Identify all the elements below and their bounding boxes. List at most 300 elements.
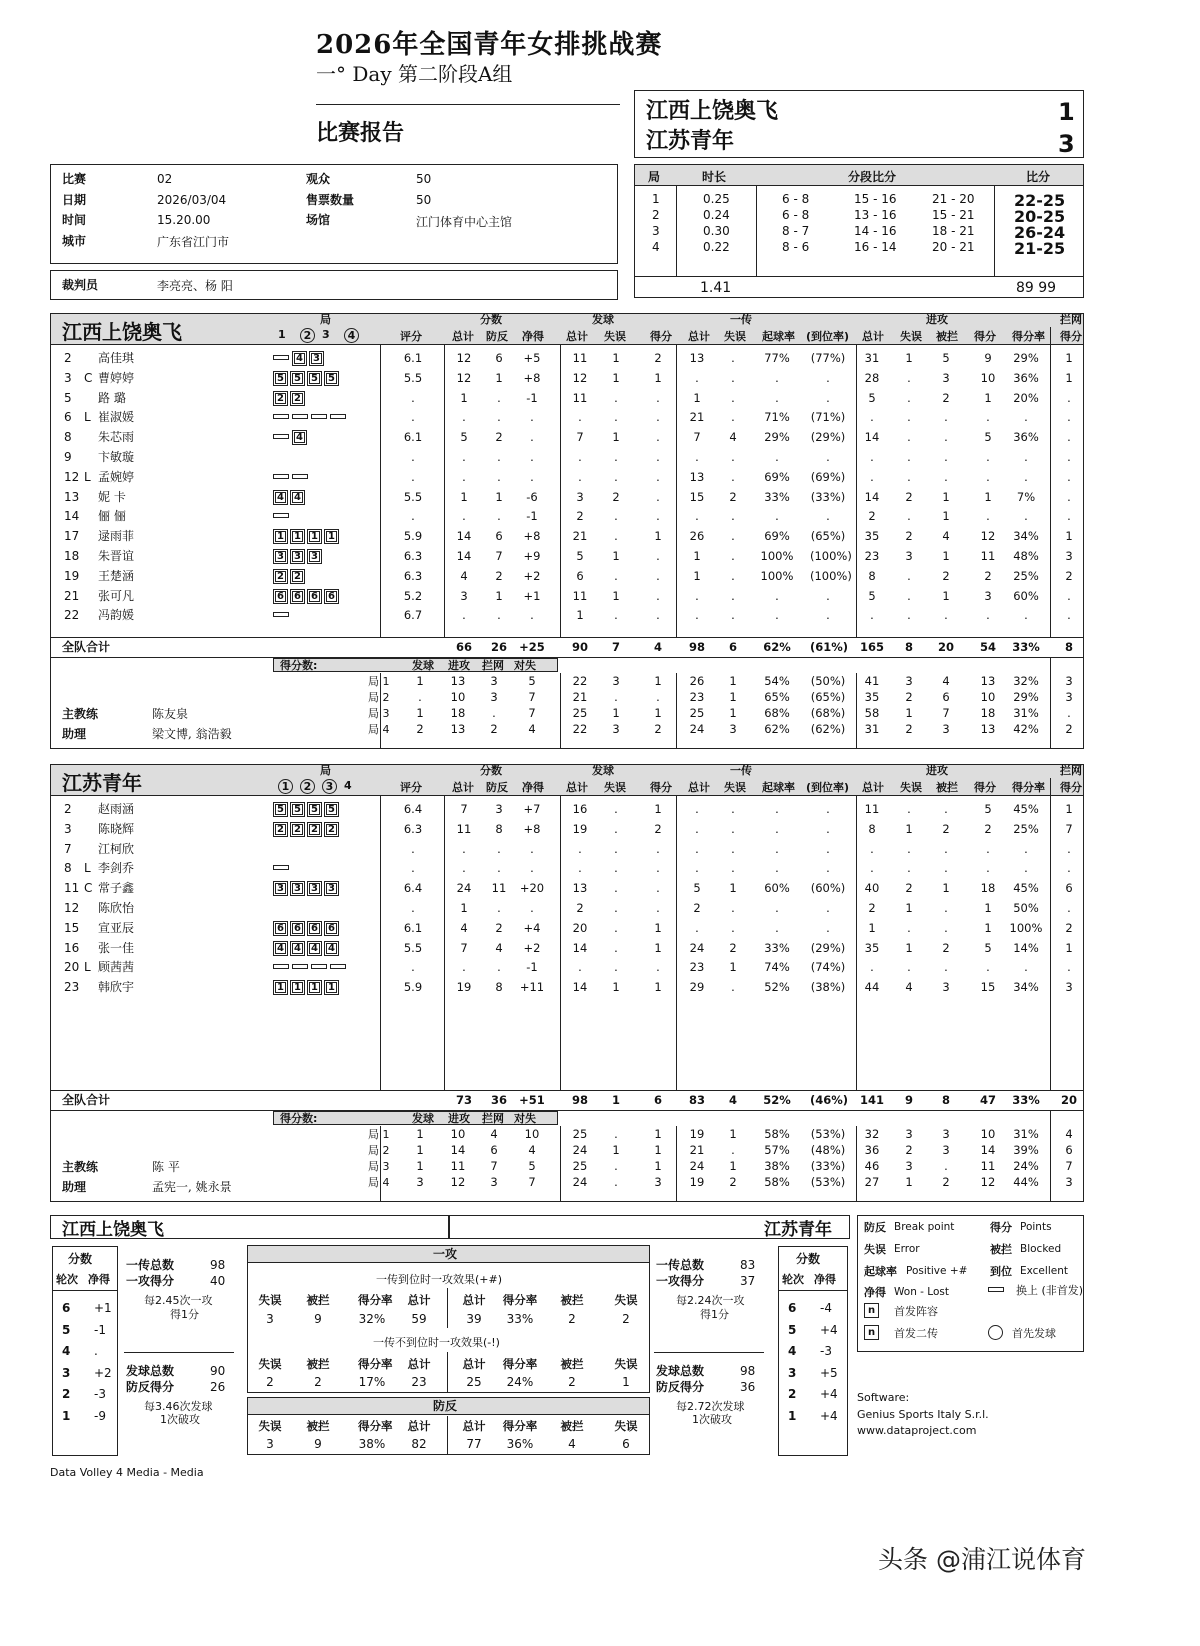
player-sets (273, 489, 307, 505)
player-stat: (74%) (810, 960, 846, 975)
start-position: 5 (324, 802, 339, 817)
player-name: 宣亚辰 (98, 920, 135, 935)
set-row-points: 2 (416, 722, 424, 736)
player-stat: 1 (654, 529, 662, 544)
player-stat: . (731, 351, 735, 365)
player-stat: 5 (942, 351, 950, 365)
player-stat: 2 (942, 821, 950, 836)
header-rec-col: 起球率 (762, 781, 795, 794)
start-position: 4 (324, 941, 339, 956)
header-block-group: 拦网 (1060, 313, 1082, 326)
player-stat: 5 (984, 802, 992, 816)
sub-marker (273, 414, 289, 419)
total-stat: (61%) (810, 640, 849, 654)
player-role: L (84, 861, 91, 876)
start-position: 2 (307, 822, 322, 837)
set-row-stat: 3 (942, 722, 950, 736)
attack-positive-value-right: 2 (622, 1312, 630, 1326)
attack-positive-value-left: 59 (411, 1312, 427, 1326)
set-row-stat: 38% (764, 1159, 790, 1173)
set-partial-2: 15 - 16 (854, 192, 897, 206)
set-row-stat: 32 (864, 1127, 880, 1141)
rotation-number: 5 (62, 1322, 71, 1337)
attack-negative-value-right: 1 (622, 1375, 630, 1389)
player-stat: 34% (1013, 529, 1039, 544)
player-stat: . (497, 861, 501, 876)
player-stat: . (614, 920, 618, 935)
player-stat: . (462, 469, 466, 484)
player-stat: . (870, 608, 874, 623)
player-stat: . (907, 469, 911, 484)
attack-positive-head-right: 失误 (614, 1293, 638, 1307)
sets-header-score: 比分 (1026, 170, 1051, 184)
header-points-col: 防反 (486, 330, 508, 343)
start-position: 5 (307, 802, 322, 817)
set-number: 2 (652, 208, 660, 222)
player-stat: . (944, 430, 948, 445)
player-stat: . (462, 960, 466, 975)
set-partial-1: 6 - 8 (782, 208, 810, 222)
player-stat: 16 (572, 802, 588, 816)
player-stat: . (944, 469, 948, 484)
player-stat: 3 (1065, 980, 1073, 995)
bottom-away-name: 江苏青年 (764, 1220, 832, 1240)
legend-en: Points (1020, 1221, 1052, 1233)
player-name: 王楚涵 (98, 568, 135, 583)
player-stat: 71% (764, 410, 790, 425)
attack-negative-head-left: 失误 (258, 1357, 282, 1371)
defense-value-right: 77 (466, 1437, 482, 1451)
value-referees: 李亮亮、杨 阳 (157, 279, 233, 293)
player-stat: . (497, 841, 501, 856)
sub-marker (273, 513, 289, 518)
total-stat: 26 (490, 640, 507, 654)
player-stat: 2 (576, 901, 584, 915)
start-position: 6 (307, 921, 322, 936)
player-stat: 1 (654, 940, 662, 955)
player-stat: 6 (495, 529, 503, 544)
start-position: 4 (292, 351, 307, 366)
player-stat: 36% (1013, 370, 1039, 385)
set-duration: 0.24 (703, 208, 730, 222)
start-position: 1 (273, 529, 288, 544)
player-stat: . (614, 802, 618, 816)
away-srv-value2: 36 (740, 1380, 756, 1394)
away-rec-note2: 得1分 (700, 1308, 729, 1321)
player-stat: . (656, 430, 660, 445)
start-position: 4 (273, 490, 288, 505)
player-stat: . (1067, 509, 1071, 524)
player-stat: 2 (984, 821, 992, 836)
total-stat: 6 (653, 1093, 662, 1107)
set-row-stat: 2 (905, 690, 913, 704)
away-srv-label2: 防反得分 (656, 1380, 705, 1394)
player-stat: . (731, 549, 735, 563)
player-stat: 100% (1009, 920, 1043, 935)
player-stat: 14 (864, 489, 880, 504)
set-row-points: 4 (490, 1127, 498, 1141)
legend-first-serve: 首先发球 (1012, 1327, 1056, 1340)
second-setter-icon: n (864, 1325, 879, 1340)
set-row-stat: 1 (612, 706, 620, 720)
header-attack-col: 得分 (974, 330, 996, 343)
player-sets (273, 548, 324, 564)
set-points-col: 进攻 (448, 659, 470, 672)
legend-cn: 得分 (990, 1221, 1012, 1234)
start-position: 6 (273, 921, 288, 936)
player-stat: 8 (868, 568, 876, 583)
set-row-stat: 1 (905, 706, 913, 720)
player-number: 22 (64, 608, 80, 623)
header-points-col: 净得 (522, 781, 544, 794)
player-stat: 1 (1065, 940, 1073, 955)
player-stat: +9 (523, 549, 541, 563)
set-row-stat: 39% (1013, 1143, 1039, 1157)
player-stat: 5.2 (403, 588, 423, 603)
column-divider (676, 1126, 677, 1202)
player-stat: 1 (654, 980, 662, 995)
player-stat: 35 (864, 940, 880, 955)
player-stat: . (907, 920, 911, 935)
start-lineup-icon: n (864, 1303, 879, 1318)
team-name: 江西上饶奥飞 (62, 320, 182, 344)
player-stat: . (826, 509, 830, 524)
set-partial-3: 15 - 21 (932, 208, 975, 222)
set-row-points: 10 (450, 690, 466, 704)
value-time: 15.20.00 (157, 213, 211, 227)
set-row-points: 3 (416, 1175, 424, 1189)
attack-negative-value-left: 2 (266, 1375, 274, 1389)
player-stat: 5 (460, 430, 468, 445)
set-row-stat: 22 (572, 674, 588, 688)
column-divider (560, 796, 561, 1090)
header-attack-group: 进攻 (926, 764, 948, 777)
player-stat: . (497, 509, 501, 524)
set-row-points: 13 (450, 674, 466, 688)
player-stat: . (1067, 450, 1071, 464)
header-points-col: 净得 (522, 330, 544, 343)
sub-marker (292, 474, 308, 479)
attack-positive-head-left: 失误 (258, 1293, 282, 1307)
away-rot-col1: 轮次 (782, 1273, 804, 1286)
header-attack-col: 被拦 (936, 781, 958, 794)
player-stat: 4 (905, 980, 913, 995)
set-row-stat: 14 (980, 1143, 996, 1157)
player-stat: 74% (764, 960, 790, 975)
set-row-stat: 1 (654, 1127, 662, 1141)
total-stat: 8 (904, 640, 913, 654)
attack-positive-value-left: 3 (266, 1312, 274, 1326)
column-divider (560, 673, 561, 749)
player-stat: 11 (572, 351, 588, 365)
defense-head-right: 得分率 (502, 1419, 538, 1433)
player-stat: 11 (864, 802, 880, 816)
set-row-stat: 32% (1013, 674, 1039, 688)
footer-text: Data Volley 4 Media - Media (50, 1466, 204, 1479)
player-stat: . (1067, 430, 1071, 445)
column-divider (380, 345, 381, 637)
player-name: 陈晓辉 (98, 821, 135, 836)
player-stat: . (695, 370, 699, 385)
player-stat: 5.5 (403, 940, 423, 955)
set-row-stat: 25 (572, 1127, 588, 1141)
set-row-stat: 31% (1013, 1127, 1039, 1141)
defense-head-left: 得分率 (358, 1419, 393, 1433)
player-stat: . (986, 960, 990, 975)
header-attack-col: 被拦 (936, 330, 958, 343)
set-row-stat: 24 (572, 1143, 588, 1157)
away-srv-value1: 98 (740, 1364, 756, 1378)
sets-total-duration: 1.41 (700, 280, 732, 296)
sub-marker (273, 612, 289, 617)
header-rec-col: 总计 (688, 781, 710, 794)
player-stat: . (614, 509, 618, 524)
set-row-stat: . (614, 1159, 618, 1173)
player-number: 13 (64, 489, 80, 504)
player-stat: . (870, 960, 874, 975)
start-position: 2 (324, 822, 339, 837)
rotation-value: +1 (94, 1301, 112, 1315)
player-number: 8 (64, 861, 72, 876)
player-stat: +2 (523, 568, 541, 583)
set-row-stat: 24 (572, 1175, 588, 1189)
set-row-stat: 7 (942, 706, 950, 720)
header-serve-col: 得分 (650, 330, 672, 343)
player-stat: 12 (980, 529, 996, 544)
player-stat: 4 (729, 430, 737, 445)
defense-value-right: 6 (622, 1437, 630, 1451)
player-stat: 1 (729, 881, 737, 896)
legend-start-lineup: 首发阵容 (894, 1305, 938, 1318)
player-stat: . (462, 861, 466, 876)
player-stat: (29%) (810, 940, 846, 955)
sub-marker (273, 434, 289, 439)
player-stat: 15 (689, 489, 705, 504)
player-stat: . (944, 410, 948, 425)
set-row-points: 7 (528, 706, 536, 720)
player-stat: (77%) (810, 351, 846, 365)
player-stat: . (731, 901, 735, 915)
attack-positive-head-right: 被拦 (560, 1293, 584, 1307)
set-row-stat: 62% (764, 722, 790, 736)
player-name: 常子鑫 (98, 881, 135, 896)
legend-en: Blocked (1020, 1243, 1062, 1255)
player-stat: . (907, 370, 911, 385)
page-title: 2026年全国青年女排挑战赛 (316, 30, 663, 60)
rotation-value: -4 (820, 1301, 832, 1315)
set-row-points: 7 (490, 1159, 498, 1173)
set-row-stat: (50%) (810, 674, 846, 688)
defense-head-right: 失误 (614, 1419, 638, 1433)
player-stat: 1 (942, 588, 950, 603)
player-stat: . (907, 410, 911, 425)
player-stat: . (695, 802, 699, 816)
player-stat: (38%) (810, 980, 846, 995)
player-stat: . (775, 861, 779, 876)
player-stat: 13 (689, 351, 705, 365)
player-stat: 69% (764, 469, 790, 484)
player-stat: 8 (495, 821, 503, 836)
home-srv-value1: 90 (210, 1364, 226, 1378)
player-stat: +8 (523, 529, 541, 544)
player-stat: . (1067, 390, 1071, 405)
player-stat: 2 (868, 509, 876, 524)
label-match: 比赛 (62, 172, 87, 186)
player-stat: . (731, 469, 735, 484)
set-row-stat: 24% (1013, 1159, 1039, 1173)
start-position: 6 (273, 589, 288, 604)
player-stat: 1 (905, 821, 913, 836)
player-stat: 77% (764, 351, 790, 365)
set-row-stat: 4 (942, 674, 950, 688)
player-stat: . (986, 608, 990, 623)
set-row-stat: 3 (905, 1159, 913, 1173)
start-position: 1 (273, 980, 288, 995)
player-role: L (84, 960, 91, 975)
start-position: 6 (290, 921, 305, 936)
player-stat: . (614, 608, 618, 623)
set-row-stat: . (614, 1175, 618, 1189)
player-number: 5 (64, 390, 72, 405)
player-stat: . (578, 960, 582, 975)
defense-head-right: 总计 (462, 1419, 486, 1433)
player-stat: +1 (523, 588, 541, 603)
player-stat: -6 (526, 489, 538, 504)
column-divider (444, 345, 445, 637)
player-stat: . (986, 410, 990, 425)
player-name: 韩欣宇 (98, 980, 135, 995)
player-stat: . (826, 608, 830, 623)
start-position: 1 (324, 529, 339, 544)
player-stat: . (411, 960, 415, 975)
set-row-points: 5 (528, 1159, 536, 1173)
start-position: 5 (324, 371, 339, 386)
player-stat: . (614, 390, 618, 405)
player-sets (273, 409, 349, 423)
player-stat: 23 (864, 549, 880, 563)
player-stat: -1 (526, 390, 538, 405)
player-stat: . (826, 450, 830, 464)
player-stat: 14% (1013, 940, 1039, 955)
player-role: L (84, 469, 91, 484)
set-row-stat: 2 (905, 1143, 913, 1157)
player-stat: . (907, 841, 911, 856)
player-stat: 25% (1013, 568, 1039, 583)
set-row-stat: 1 (654, 674, 662, 688)
total-label: 全队合计 (62, 1093, 111, 1107)
defense-value-left: 38% (358, 1437, 386, 1451)
start-position: 3 (290, 881, 305, 896)
header-set: 局 (320, 313, 331, 326)
set-row-stat: (48%) (810, 1143, 846, 1157)
rotation-value: +2 (94, 1365, 112, 1380)
player-stat: . (411, 410, 415, 425)
set-row-points: 4 (528, 1143, 536, 1157)
sub-marker (273, 865, 289, 870)
player-stat: . (578, 469, 582, 484)
player-stat: . (614, 861, 618, 876)
player-stat: -1 (526, 509, 538, 524)
attack-negative-head-left: 总计 (407, 1357, 431, 1371)
player-stat: 14 (456, 549, 472, 563)
total-stat: 4 (653, 640, 662, 654)
player-stat: . (530, 608, 534, 623)
set-row-stat: 1 (654, 1159, 662, 1173)
player-stat: . (826, 370, 830, 385)
player-stat: . (530, 841, 534, 856)
player-stat: 35 (864, 529, 880, 544)
player-stat: . (695, 861, 699, 876)
player-stat: 45% (1013, 881, 1039, 896)
player-stat: . (731, 588, 735, 603)
software-url: www.dataproject.com (857, 1424, 977, 1437)
player-stat: . (986, 861, 990, 876)
sets-header-duration: 时长 (702, 170, 727, 184)
player-stat: 1 (654, 370, 662, 385)
player-stat: . (656, 568, 660, 583)
player-stat: +5 (523, 351, 541, 365)
attack-positive-head-left: 总计 (407, 1293, 431, 1307)
total-stat: 4 (728, 1093, 737, 1107)
player-stat: . (462, 608, 466, 623)
set-partial-1: 6 - 8 (782, 192, 810, 206)
set-row-stat: 3 (612, 674, 620, 688)
set-number: 4 (652, 240, 660, 254)
player-stat: . (907, 430, 911, 445)
header-points-group: 分数 (480, 313, 502, 326)
header-set-number: 1 (278, 779, 293, 794)
rotation-value: +4 (820, 1408, 838, 1423)
player-stat: 19 (572, 821, 588, 836)
label-venue: 场馆 (306, 213, 331, 227)
set-number: 3 (652, 224, 660, 238)
set-duration: 0.30 (703, 224, 730, 238)
set-row-stat: 1 (729, 674, 737, 688)
player-stat: (100%) (810, 549, 852, 563)
start-position: 1 (324, 980, 339, 995)
player-stat: . (695, 450, 699, 464)
player-stat: . (497, 410, 501, 425)
player-stat: 3 (1065, 549, 1073, 563)
assistant-names: 孟宪一, 姚永景 (152, 1180, 232, 1194)
player-stat: . (1024, 861, 1028, 876)
player-name: 高佳琪 (98, 351, 135, 365)
set-row-points: 3 (490, 674, 498, 688)
player-stat: . (775, 608, 779, 623)
home-rot-header: 分数 (68, 1252, 93, 1266)
player-stat: 48% (1013, 549, 1039, 563)
defense-value-left: 9 (314, 1437, 322, 1451)
set-row-stat: . (1067, 706, 1071, 720)
home-rec-label2: 一攻得分 (126, 1274, 175, 1288)
set-row-points: 7 (528, 1175, 536, 1189)
attack-negative-head-right: 失误 (614, 1357, 638, 1371)
set-score: 22-25 (1014, 191, 1066, 210)
header-rec-col: (到位率) (806, 781, 850, 794)
player-stat: . (656, 450, 660, 464)
sub-marker (330, 964, 346, 969)
attack-negative-head-right: 总计 (462, 1357, 486, 1371)
attack-sub1: 一传到位时一攻效果(+#) (376, 1273, 503, 1286)
player-stat: . (1067, 410, 1071, 425)
player-stat: 5.9 (403, 980, 423, 995)
set-row-stat: 58 (864, 706, 880, 720)
player-stat: . (775, 370, 779, 385)
player-stat: . (462, 450, 466, 464)
player-stat: (69%) (810, 469, 846, 484)
set-row-stat: 36 (864, 1143, 880, 1157)
player-stat: 1 (905, 940, 913, 955)
